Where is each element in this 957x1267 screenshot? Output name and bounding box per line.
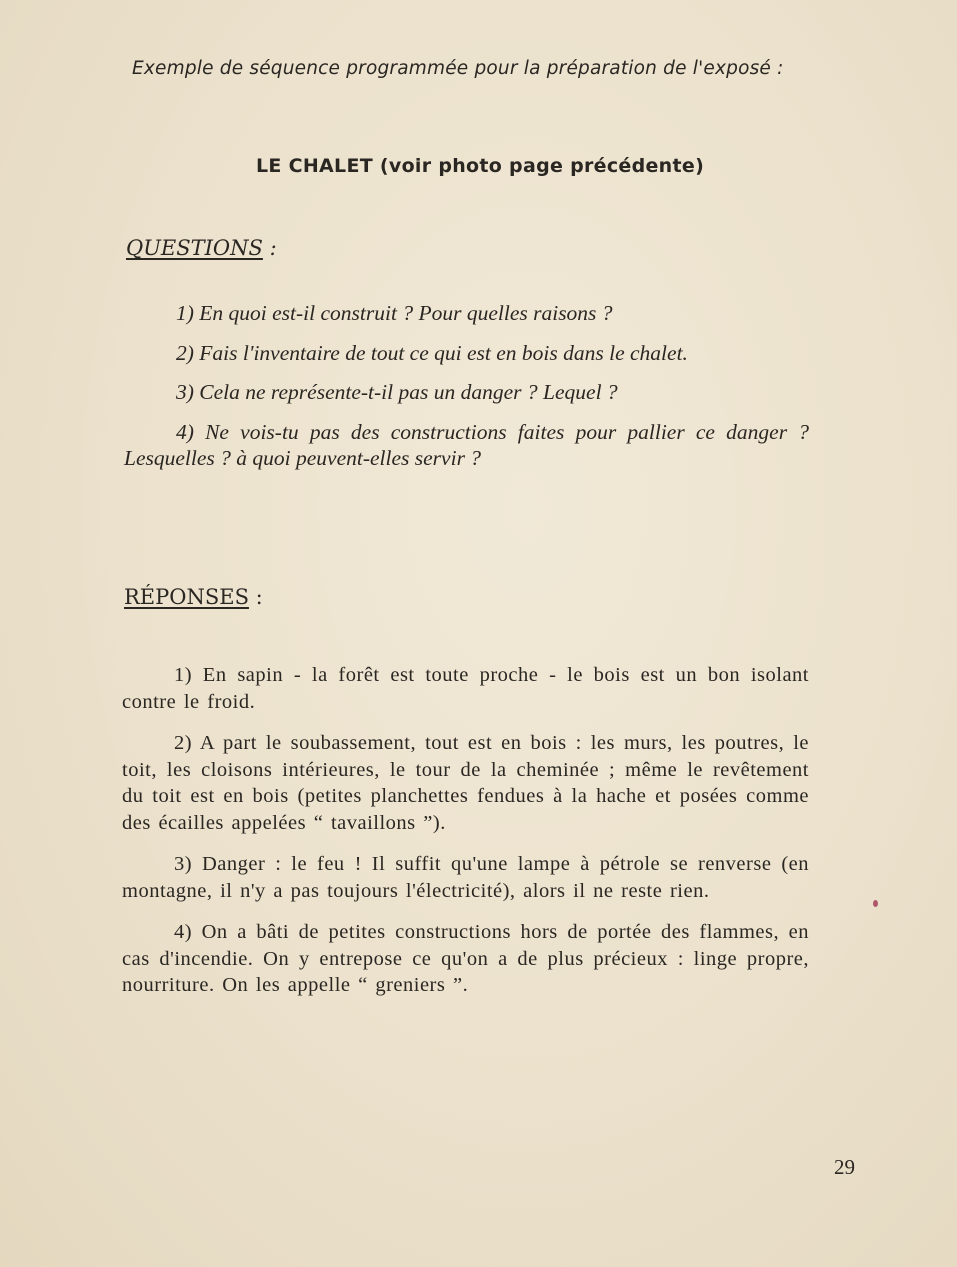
response-item: 4) On a bâti de petites constructions hors de portée des flammes, en cas d'incendie. On y entrepose ce qu'on a de plus précieux : linge propre, nourriture. On les appelle “ greniers ”. bbox=[122, 921, 809, 996]
page-title: LE CHALET (voir photo page précédente) bbox=[256, 155, 705, 177]
responses-heading-colon: : bbox=[255, 585, 263, 609]
question-item: 4) Ne vois-tu pas des constructions faites pour pallier ce danger ? Lesquelles ? à quoi peuvent-elles servir ? bbox=[124, 419, 809, 470]
question-item: 3) Cela ne représente-t-il pas un danger ? Lequel ? bbox=[176, 380, 618, 404]
responses-heading bbox=[124, 585, 263, 609]
response-item: 3) Danger : le feu ! Il suffit qu'une lampe à pétrole se renverse (en montagne, il n'y a pas toujours l'électricité), alors il ne reste rien. bbox=[122, 853, 809, 902]
questions-heading-colon: : bbox=[269, 236, 277, 260]
question-item: 1) En quoi est-il construit ? Pour quelles raisons ? bbox=[176, 301, 613, 325]
responses-list bbox=[122, 662, 809, 1014]
ink-speck bbox=[873, 900, 878, 907]
questions-list bbox=[124, 300, 809, 484]
response-item: 1) En sapin - la forêt est toute proche - le bois est un bon isolant contre le froid. bbox=[122, 664, 809, 713]
questions-heading-label: QUESTIONS bbox=[126, 236, 263, 260]
questions-heading bbox=[126, 236, 277, 260]
responses-heading-label: RÉPONSES bbox=[124, 585, 249, 609]
question-item: 2) Fais l'inventaire de tout ce qui est en bois dans le chalet. bbox=[176, 340, 688, 365]
response-item: 2) A part le soubassement, tout est en bois : les murs, les poutres, le toit, les cloisons intérieures, le tour de la cheminée ; même le revêtement du toit est en bois (petites planchettes fendues à la hache et posées comme des écailles appelées “ tavaillons ”). bbox=[122, 732, 809, 834]
intro-line: Exemple de séquence programmée pour la préparation de l'exposé : bbox=[132, 58, 784, 79]
page-number: 29 bbox=[834, 1155, 855, 1179]
